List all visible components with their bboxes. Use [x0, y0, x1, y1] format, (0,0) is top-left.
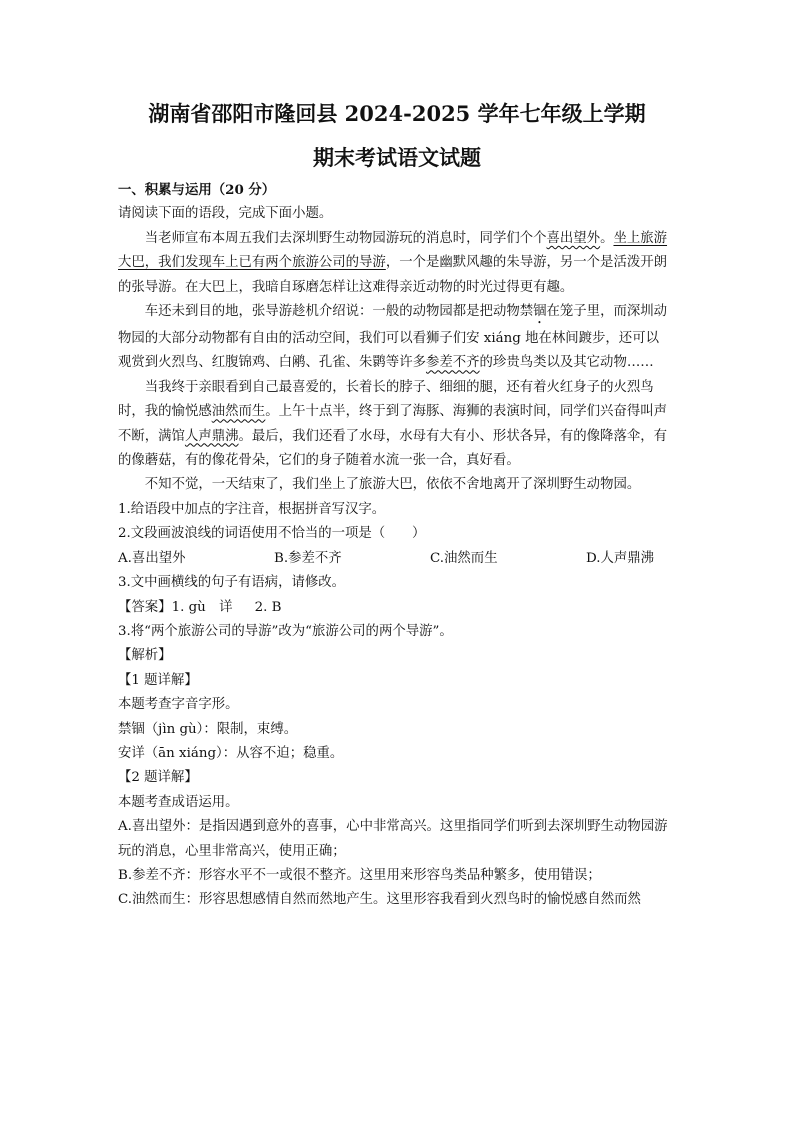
- text-run: 车还未到目的地，张导游趁机介绍说：一般的动物园都是把动物禁: [144, 304, 534, 320]
- passage-paragraph-3: [118, 376, 670, 474]
- passage-paragraph-2: [118, 300, 670, 376]
- answer-line: [118, 596, 670, 620]
- document-body: [118, 178, 670, 913]
- option-d: D.人声鼎沸: [586, 550, 655, 566]
- text-run: 在笼子里，而深圳动物园的大部分动物都有自由的活动空间，我们可以看狮子们安 xiáng 地在林间踱步，还可以观赏到火烈鸟、红腹锦鸡、白鹇、孔雀、朱鹮等许多: [118, 304, 668, 371]
- option-c: C.油然而生: [430, 550, 498, 566]
- answer-2: 2. B: [254, 599, 282, 615]
- text-run: ，一个是幽默风趣的朱导游，另一个是活泼开朗的张导游。在大巴上，我暗自琢磨怎样让这难得亲近动物的时光过得更有趣。: [118, 255, 668, 295]
- detail-1-label: 【1 题详解】: [118, 672, 198, 688]
- dotted-character: 锢: [533, 304, 547, 320]
- answer-label: 【答案】: [118, 599, 172, 615]
- detail-2-label: 【2 题详解】: [118, 770, 198, 786]
- detail-2-text: 本题考查成语运用。: [118, 794, 239, 810]
- wavy-underlined-word: 参差不齐: [425, 355, 480, 371]
- question-2-options: [118, 547, 670, 571]
- question-2: 2.文段画波浪线的词语使用不恰当的一项是（ ）: [118, 526, 426, 542]
- option-a: A.喜出望外: [118, 550, 186, 566]
- exam-title-line2: 期末考试语文试题: [313, 145, 481, 170]
- question-1: 1.给语段中加点的字注音，根据拼音写汉字。: [118, 501, 386, 517]
- text-run: 。最后，我们还看了水母，水母有大有小、形状各异，有的像降落伞，有的像蘑菇，有的像花骨朵，它们的身子随着水流一张一合，真好看。: [118, 428, 668, 469]
- answer-3: 3.将“两个旅游公司的导游”改为“旅游公司的两个导游”。: [118, 623, 453, 639]
- text-run: 。: [600, 230, 614, 246]
- detail-1-text: 本题考查字音字形。: [118, 697, 239, 713]
- passage-paragraph-1: [118, 227, 670, 300]
- exam-title-line1: 湖南省邵阳市隆回县 2024-2025 学年七年级上学期: [148, 101, 646, 126]
- detail-1-item-1: 禁锢（jìn gù）：限制，束缚。: [118, 721, 298, 737]
- option-b: B.参差不齐: [274, 550, 342, 566]
- answer-1: 1. gù 详: [171, 599, 233, 615]
- detail-2-option-a: A.喜出望外：是指因遇到意外的喜事，心中非常高兴。这里指同学们听到去深圳野生动物园游玩的消息，心里非常高兴，使用正确；: [118, 819, 668, 859]
- analysis-label: 【解析】: [118, 648, 172, 664]
- question-3: 3.文中画横线的句子有语病，请修改。: [118, 575, 346, 591]
- passage-paragraph-4: 不知不觉，一天结束了，我们坐上了旅游大巴，依依不舍地离开了深圳野生动物园。: [144, 477, 641, 493]
- text-run: 当老师宣布本周五我们去深圳野生动物园游玩的消息时，同学们个个: [144, 230, 547, 246]
- wavy-underlined-word: 喜出望外: [546, 230, 601, 246]
- text-run: 。上午十点半，终于到了海豚、海狮的表演时间，同学们兴奋得叫声不断，满馆: [118, 404, 668, 444]
- section-heading: 一、积累与运用（20 分）: [118, 182, 276, 198]
- detail-2-option-b: B.参差不齐：形容水平不一或很不整齐。这里用来形容鸟类品种繁多，使用错误；: [118, 867, 601, 883]
- detail-1-item-2: 安详（ān xiáng）：从容不迫；稳重。: [118, 745, 344, 761]
- underlined-sentence: 坐上旅游大巴，我们发现车上已有两个旅游公司的导游: [118, 230, 668, 271]
- detail-2-option-c: C.油然而生：形容思想感情自然而然地产生。这里形容我看到火烈鸟时的愉悦感自然而然: [118, 892, 641, 908]
- section-intro: 请阅读下面的语段，完成下面小题。: [118, 206, 333, 222]
- text-run: 的珍贵鸟类以及其它动物……: [479, 355, 654, 371]
- wavy-underlined-word: 人声鼎沸: [184, 428, 239, 444]
- wavy-underlined-word: 油然而生: [211, 404, 266, 420]
- text-run: 当我终于亲眼看到自己最喜爱的，长着长的脖子、细细的腿，还有着火红身子的火烈鸟时，我的愉悦感: [118, 379, 654, 420]
